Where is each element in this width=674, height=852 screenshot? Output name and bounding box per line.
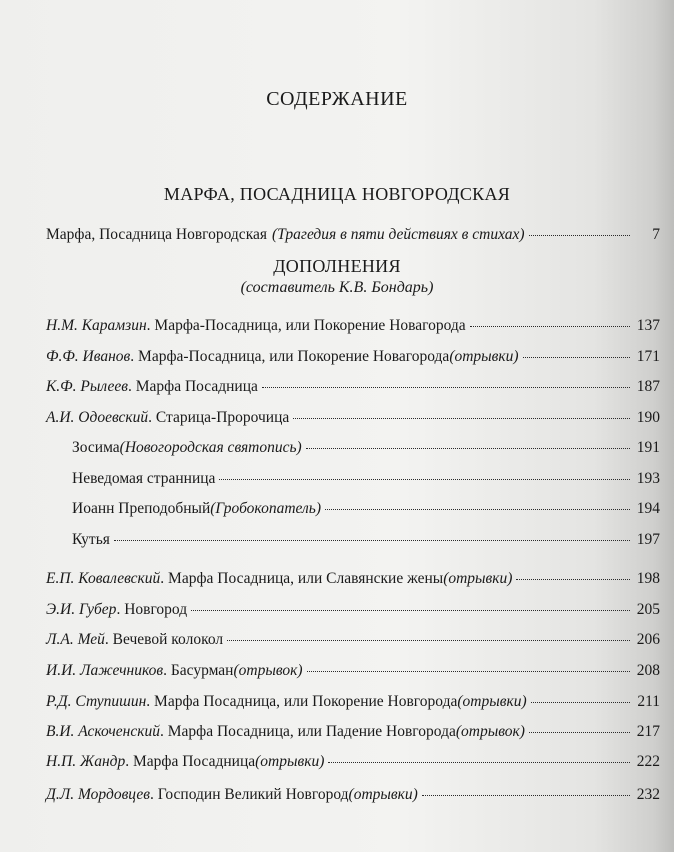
- toc-entry[interactable]: [46, 348, 660, 370]
- entry-title: . Марфа Посадница, или Славянские жены: [160, 570, 444, 587]
- entry-page-number: 171: [636, 348, 660, 365]
- dot-leader: [422, 795, 630, 796]
- dot-leader: [227, 640, 630, 641]
- entry-page-number: 7: [652, 226, 660, 243]
- entry-page-number: 206: [636, 631, 660, 648]
- dot-leader: [516, 579, 630, 580]
- entry-page-number: 194: [636, 500, 660, 517]
- entry-subtitle: (отрывок): [455, 723, 525, 740]
- entry-subtitle: (Трагедия в пяти действиях в стихах): [272, 226, 525, 243]
- entry-author: А.И. Одоевский: [46, 409, 149, 426]
- entry-page-number: 217: [636, 723, 660, 740]
- entry-subtitle: (Новогородская святопись): [119, 439, 302, 456]
- entry-page-number: 197: [636, 531, 660, 548]
- toc-entry[interactable]: [46, 693, 660, 715]
- entry-title: Кутья: [72, 531, 110, 548]
- entry-title: . Господин Великий Новгород: [150, 786, 349, 803]
- page-title: СОДЕРЖАНИЕ: [266, 88, 408, 110]
- entry-title: Зосима: [72, 439, 120, 456]
- dot-leader: [191, 610, 630, 611]
- entry-subtitle: (отрывки): [449, 348, 519, 365]
- entry-title: . Марфа Посадница, или Падение Новгорода: [160, 723, 456, 740]
- toc-entry[interactable]: [72, 439, 660, 461]
- dot-leader: [325, 509, 630, 510]
- toc-entry[interactable]: [72, 531, 660, 553]
- entry-page-number: 232: [636, 786, 660, 803]
- dot-leader: [529, 732, 630, 733]
- entry-title: . Новгород: [116, 601, 188, 618]
- entry-subtitle: (отрывки): [348, 786, 418, 803]
- entry-subtitle: (отрывки): [443, 570, 513, 587]
- dot-leader: [114, 540, 630, 541]
- entry-author: И.И. Лажечников: [46, 662, 164, 679]
- toc-entry[interactable]: [72, 470, 660, 492]
- entry-author: Л.А. Мей: [46, 631, 105, 648]
- entry-subtitle: (Гробокопатель): [210, 500, 322, 517]
- dot-leader: [306, 448, 630, 449]
- entry-author: Н.М. Карамзин: [46, 317, 147, 334]
- entry-page-number: 205: [636, 601, 660, 618]
- entry-title: . Старица-Пророчица: [148, 409, 290, 426]
- entry-page-number: 193: [636, 470, 660, 487]
- entry-author: Р.Д. Ступишин: [46, 693, 147, 710]
- dot-leader: [293, 418, 630, 419]
- entry-page-number: 187: [636, 378, 660, 395]
- dot-leader: [523, 357, 630, 358]
- section-compiler: (составитель К.В. Бондарь): [240, 279, 434, 296]
- toc-entry[interactable]: [46, 317, 660, 339]
- entry-subtitle: (отрывки): [255, 753, 325, 770]
- dot-leader: [219, 479, 630, 480]
- entry-page-number: 211: [637, 693, 660, 710]
- entry-title: . Вечевой колокол: [104, 631, 224, 648]
- dot-leader: [529, 235, 630, 236]
- entry-page-number: 222: [636, 753, 660, 770]
- entry-author: Э.И. Губер: [46, 601, 117, 618]
- entry-page-number: 208: [636, 662, 660, 679]
- dot-leader: [531, 702, 630, 703]
- entry-title: Неведомая странница: [72, 470, 216, 487]
- entry-title: . Басурман: [163, 662, 234, 679]
- entry-page-number: 191: [636, 439, 660, 456]
- section-title-marfa: МАРФА, ПОСАДНИЦА НОВГОРОДСКАЯ: [163, 184, 511, 204]
- entry-page-number: 137: [636, 317, 660, 334]
- entry-title: . Марфа Посадница, или Покорение Новгорода: [146, 693, 458, 710]
- toc-entry[interactable]: [46, 409, 660, 431]
- entry-subtitle: (отрывки): [457, 693, 527, 710]
- entry-subtitle: (отрывок): [233, 662, 303, 679]
- entry-page-number: 190: [636, 409, 660, 426]
- toc-entry[interactable]: [46, 786, 660, 808]
- entry-author: Д.Л. Мордовцев: [46, 786, 151, 803]
- toc-entry[interactable]: [46, 378, 660, 400]
- toc-entry[interactable]: [46, 601, 660, 623]
- toc-entry[interactable]: [46, 662, 660, 684]
- toc-entry[interactable]: [72, 500, 660, 522]
- entry-author: В.И. Аскоченский: [46, 723, 161, 740]
- entry-title: . Марфа Посадница: [127, 378, 258, 395]
- toc-entry[interactable]: [46, 631, 660, 653]
- entry-title: . Марфа-Посадница, или Покорение Новагорода: [130, 348, 450, 365]
- entry-page-number: 198: [636, 570, 660, 587]
- entry-author: Е.П. Ковалевский: [46, 570, 161, 587]
- entry-author: К.Ф. Рылеев: [46, 378, 128, 395]
- dot-leader: [262, 387, 630, 388]
- dot-leader: [470, 326, 630, 327]
- dot-leader: [307, 671, 630, 672]
- entry-title: . Марфа Посадница: [125, 753, 256, 770]
- toc-entry[interactable]: [46, 753, 660, 775]
- entry-title: . Марфа-Посадница, или Покорение Новагорода: [146, 317, 466, 334]
- dot-leader: [328, 762, 630, 763]
- section-title-appendix: ДОПОЛНЕНИЯ: [273, 256, 401, 276]
- toc-entry[interactable]: [46, 723, 660, 745]
- entry-title: Марфа, Посадница Новгородская: [46, 226, 267, 243]
- toc-entry[interactable]: [46, 570, 660, 592]
- entry-author: Ф.Ф. Иванов: [46, 348, 131, 365]
- entry-author: Н.П. Жандр: [46, 753, 126, 770]
- entry-title: Иоанн Преподобный: [72, 500, 211, 517]
- toc-entry-main[interactable]: [46, 226, 660, 248]
